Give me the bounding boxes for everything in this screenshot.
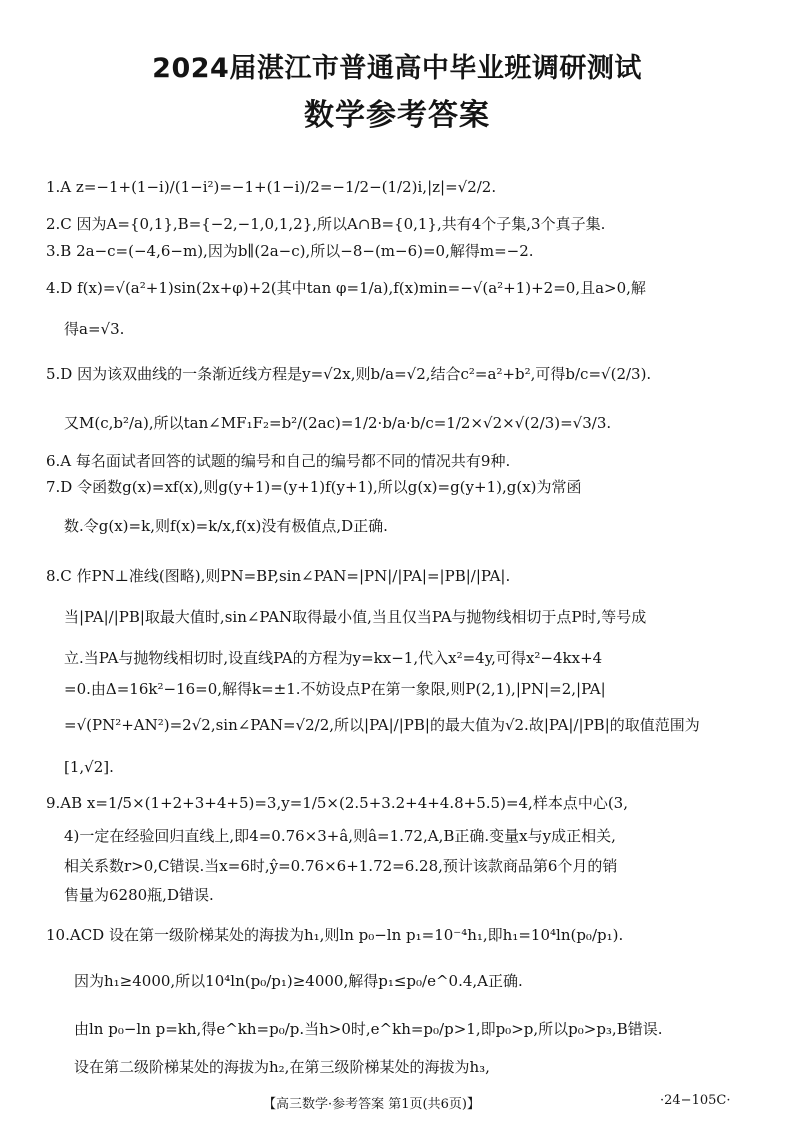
answer-line: =√(PN²+AN²)=2√2,sin∠PAN=√2/2,所以|PA|/|PB|的最大值为√2.故|PA|/|PB|的取值范围为 (64, 716, 700, 734)
answer-line: 3.B 2a−c=(−4,6−m),因为b∥(2a−c),所以−8−(m−6)=0,解得m=−2. (46, 242, 534, 260)
answer-line: 10.ACD 设在第一级阶梯某处的海拔为h₁,则ln p₀−ln p₁=10⁻⁴h₁,即h₁=10⁴ln(p₀/p₁). (46, 926, 624, 944)
footer-page-info: 【高三数学·参考答案 第1页(共6页)】 (263, 1097, 480, 1112)
answer-line: [1,√2]. (64, 758, 114, 776)
answer-line: 相关系数r>0,C错误.当x=6时,ŷ=0.76×6+1.72=6.28,预计该款商品第6个月的销 (64, 857, 618, 875)
answer-line: 设在第二级阶梯某处的海拔为h₂,在第三级阶梯某处的海拔为h₃, (74, 1058, 490, 1076)
answer-line: 4)一定在经验回归直线上,即4=0.76×3+â,则â=1.72,A,B正确.变量x与y成正相关, (64, 827, 616, 845)
answer-line: 又M(c,b²/a),所以tan∠MF₁F₂=b²/(2ac)=1/2·b/a·b/c=1/2×√2×√(2/3)=√3/3. (64, 414, 612, 432)
answer-line: 得a=√3. (64, 320, 125, 338)
page-title: 2024届湛江市普通高中毕业班调研测试 (152, 53, 642, 84)
answer-line: 立.当PA与抛物线相切时,设直线PA的方程为y=kx−1,代入x²=4y,可得x²−4kx+4 (64, 649, 603, 667)
answer-line: 数.令g(x)=k,则f(x)=k/x,f(x)没有极值点,D正确. (64, 517, 388, 535)
answer-line: 9.AB x=1/5×(1+2+3+4+5)=3,y=1/5×(2.5+3.2+4+4.8+5.5)=4,样本点中心(3, (46, 794, 628, 812)
answer-line: 6.A 每名面试者回答的试题的编号和自己的编号都不同的情况共有9种. (46, 452, 511, 470)
answer-line: 当|PA|/|PB|取最大值时,sin∠PAN取得最小值,当且仅当PA与抛物线相切于点P时,等号成 (64, 608, 647, 626)
answer-line: 4.D f(x)=√(a²+1)sin(2x+φ)+2(其中tan φ=1/a),f(x)min=−√(a²+1)+2=0,且a>0,解 (46, 279, 646, 297)
answer-line: =0.由Δ=16k²−16=0,解得k=±1.不妨设点P在第一象限,则P(2,1),|PN|=2,|PA| (64, 680, 606, 698)
answer-line: 7.D 令函数g(x)=xf(x),则g(y+1)=(y+1)f(y+1),所以g(x)=g(y+1),g(x)为常函 (46, 478, 582, 496)
answer-line: 5.D 因为该双曲线的一条渐近线方程是y=√2x,则b/a=√2,结合c²=a²+b²,可得b/c=√(2/3). (46, 365, 652, 383)
answer-line: 售量为6280瓶,D错误. (64, 886, 214, 904)
answer-line: 8.C 作PN⊥准线(图略),则PN=BP,sin∠PAN=|PN|/|PA|=|PB|/|PA|. (46, 567, 511, 585)
answer-line: 1.A z=−1+(1−i)/(1−i²)=−1+(1−i)/2=−1/2−(1/2)i,|z|=√2/2. (46, 178, 497, 196)
footer-code: ·24−105C· (660, 1093, 731, 1108)
answer-line: 因为h₁≥4000,所以10⁴ln(p₀/p₁)≥4000,解得p₁≤p₀/e^0.4,A正确. (74, 972, 523, 990)
answer-line: 2.C 因为A={0,1},B={−2,−1,0,1,2},所以A∩B={0,1},共有4个子集,3个真子集. (46, 215, 606, 233)
page-subtitle: 数学参考答案 (304, 98, 490, 133)
answer-line: 由ln p₀−ln p=kh,得e^kh=p₀/p.当h>0时,e^kh=p₀/p>1,即p₀>p,所以p₀>p₃,B错误. (74, 1020, 663, 1038)
